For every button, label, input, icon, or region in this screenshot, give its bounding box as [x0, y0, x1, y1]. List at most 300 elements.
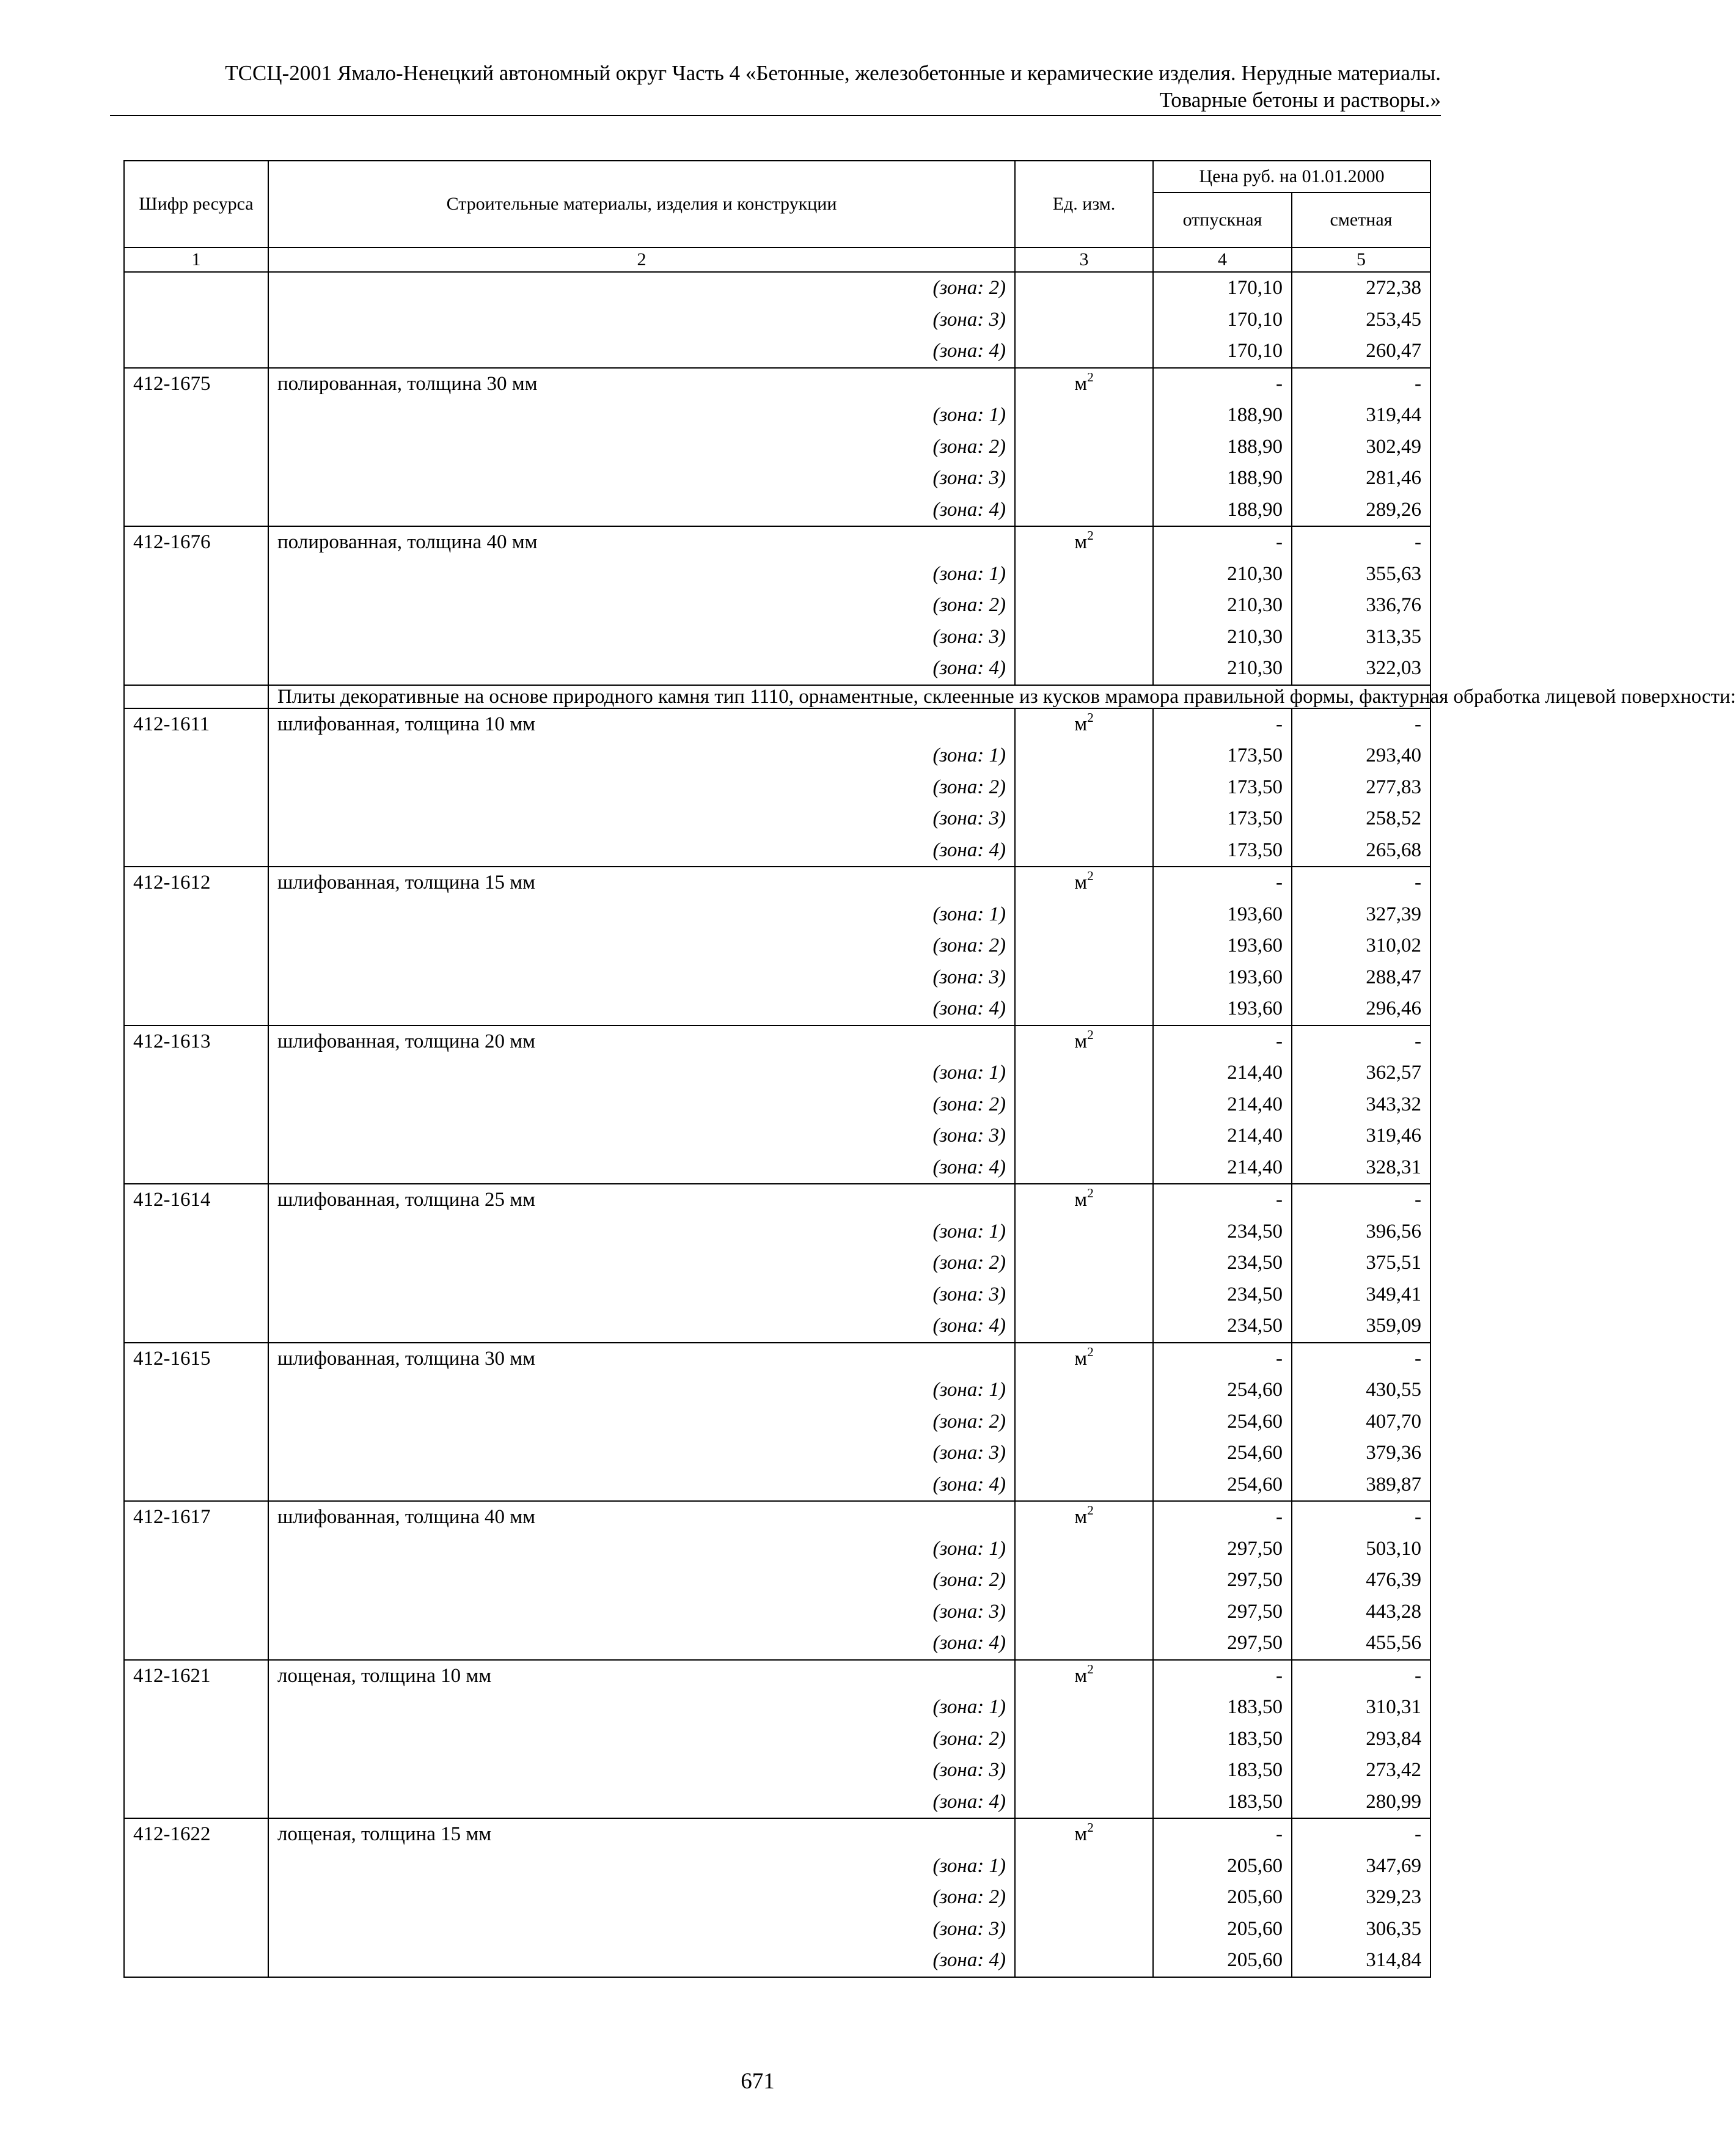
zone-row [124, 1755, 1430, 1786]
estimate-price: 281,46 [1292, 463, 1430, 494]
unit-cell [1015, 1882, 1153, 1914]
unit-cell [1015, 1247, 1153, 1279]
release-price: 297,50 [1153, 1565, 1292, 1596]
resource-code-cell [124, 1279, 268, 1311]
resource-unit [1015, 526, 1153, 559]
unit-cell [1015, 1692, 1153, 1724]
zone-label: (зона: 4) [268, 1628, 1015, 1660]
estimate-price: 443,28 [1292, 1596, 1430, 1628]
estimate-price: 349,41 [1292, 1279, 1430, 1311]
zone-row [124, 1152, 1430, 1184]
release-price: 297,50 [1153, 1596, 1292, 1628]
zone-label: (зона: 3) [268, 1596, 1015, 1628]
resource-code-cell [124, 1565, 268, 1596]
unit-cell [1015, 1057, 1153, 1089]
unit-cell [1015, 1533, 1153, 1565]
resource-code-cell [124, 463, 268, 494]
unit-text: м [1074, 372, 1088, 395]
resource-code-cell [124, 559, 268, 590]
zone-label: (зона: 2) [268, 431, 1015, 463]
zone-label: (зона: 1) [268, 1375, 1015, 1406]
column-number-row [124, 248, 1430, 272]
resource-code-cell [124, 400, 268, 431]
zone-row [124, 1786, 1430, 1819]
resource-code-cell [124, 685, 268, 708]
resource-code-cell [124, 431, 268, 463]
estimate-price: 328,31 [1292, 1152, 1430, 1184]
release-price: 254,60 [1153, 1375, 1292, 1406]
unit-cell [1015, 400, 1153, 431]
zone-row [124, 494, 1430, 527]
resource-code-cell [124, 1469, 268, 1502]
unit-text: м [1074, 1030, 1088, 1052]
resource-code-cell [124, 336, 268, 368]
release-price: - [1153, 1026, 1292, 1058]
unit-cell [1015, 559, 1153, 590]
zone-label: (зона: 4) [268, 993, 1015, 1026]
zone-label: (зона: 4) [268, 835, 1015, 867]
zone-row [124, 653, 1430, 685]
resource-code-cell [124, 1882, 268, 1914]
zone-label: (зона: 4) [268, 653, 1015, 685]
estimate-price: - [1292, 1818, 1430, 1851]
zone-label: (зона: 3) [268, 1437, 1015, 1469]
zone-label: (зона: 2) [268, 930, 1015, 962]
release-price: 205,60 [1153, 1851, 1292, 1882]
estimate-price: - [1292, 708, 1430, 741]
resource-code-cell [124, 1057, 268, 1089]
resource-code-cell [124, 962, 268, 994]
zone-label: (зона: 3) [268, 304, 1015, 336]
resource-code-cell [124, 1945, 268, 1977]
zone-row [124, 962, 1430, 994]
release-price: - [1153, 1501, 1292, 1533]
release-price: 188,90 [1153, 494, 1292, 527]
zone-row [124, 1914, 1430, 1945]
resource-code-cell [124, 304, 268, 336]
zone-row [124, 1533, 1430, 1565]
zone-label: (зона: 3) [268, 1914, 1015, 1945]
estimate-price: 389,87 [1292, 1469, 1430, 1502]
release-price: 254,60 [1153, 1469, 1292, 1502]
resource-code-cell [124, 1406, 268, 1438]
unit-text: м [1074, 1347, 1088, 1370]
zone-label: (зона: 2) [268, 1882, 1015, 1914]
estimate-price: 293,84 [1292, 1724, 1430, 1755]
release-price: 205,60 [1153, 1882, 1292, 1914]
zone-row [124, 1406, 1430, 1438]
resource-row [124, 1660, 1430, 1692]
release-price: - [1153, 368, 1292, 400]
zone-row [124, 1057, 1430, 1089]
unit-text: м [1074, 713, 1088, 735]
estimate-price: - [1292, 368, 1430, 400]
resource-unit [1015, 1343, 1153, 1375]
zone-label: (зона: 4) [268, 1469, 1015, 1502]
estimate-price: 260,47 [1292, 336, 1430, 368]
unit-cell [1015, 1469, 1153, 1502]
release-price: 188,90 [1153, 431, 1292, 463]
release-price: 188,90 [1153, 463, 1292, 494]
estimate-price: 288,47 [1292, 962, 1430, 994]
resource-code-cell [124, 1247, 268, 1279]
release-price: 205,60 [1153, 1914, 1292, 1945]
release-price: 183,50 [1153, 1724, 1292, 1755]
resource-unit [1015, 1184, 1153, 1216]
resource-code: 412-1622 [124, 1818, 268, 1851]
resource-name: шлифованная, толщина 15 мм [268, 867, 1015, 899]
zone-label: (зона: 1) [268, 559, 1015, 590]
resource-code-cell [124, 1786, 268, 1819]
resource-code-cell [124, 1628, 268, 1660]
estimate-price: 302,49 [1292, 431, 1430, 463]
release-price: 193,60 [1153, 962, 1292, 994]
section-heading-row [124, 685, 1430, 708]
column-header-price-group: Цена руб. на 01.01.2000 [1153, 161, 1430, 193]
zone-label: (зона: 1) [268, 1057, 1015, 1089]
resource-code-cell [124, 772, 268, 804]
unit-exponent: 2 [1087, 868, 1094, 883]
estimate-price: 319,44 [1292, 400, 1430, 431]
unit-cell [1015, 463, 1153, 494]
estimate-price: 253,45 [1292, 304, 1430, 336]
release-price: 170,10 [1153, 336, 1292, 368]
zone-label: (зона: 1) [268, 1533, 1015, 1565]
unit-cell [1015, 835, 1153, 867]
resource-code-cell [124, 1724, 268, 1755]
release-price: 170,10 [1153, 272, 1292, 304]
release-price: 297,50 [1153, 1628, 1292, 1660]
zone-label: (зона: 1) [268, 400, 1015, 431]
estimate-price: - [1292, 526, 1430, 559]
page-header [110, 60, 1441, 114]
estimate-price: 327,39 [1292, 899, 1430, 931]
estimate-price: 306,35 [1292, 1914, 1430, 1945]
unit-exponent: 2 [1087, 1503, 1094, 1518]
estimate-price: 336,76 [1292, 590, 1430, 622]
resource-code-cell [124, 1310, 268, 1343]
release-price: 183,50 [1153, 1692, 1292, 1724]
unit-cell [1015, 1596, 1153, 1628]
unit-text: м [1074, 1189, 1088, 1211]
column-header-estimate-price: сметная [1292, 193, 1430, 248]
release-price: 183,50 [1153, 1786, 1292, 1819]
release-price: - [1153, 708, 1292, 741]
unit-cell [1015, 1565, 1153, 1596]
resource-unit [1015, 867, 1153, 899]
estimate-price: 273,42 [1292, 1755, 1430, 1786]
resource-unit [1015, 1660, 1153, 1692]
zone-row [124, 993, 1430, 1026]
unit-exponent: 2 [1087, 1027, 1094, 1042]
estimate-price: 476,39 [1292, 1565, 1430, 1596]
resource-name: шлифованная, толщина 10 мм [268, 708, 1015, 741]
table-body [124, 272, 1736, 1977]
resource-name: полированная, толщина 40 мм [268, 526, 1015, 559]
unit-cell [1015, 930, 1153, 962]
resource-code: 412-1612 [124, 867, 268, 899]
estimate-price: 272,38 [1292, 272, 1430, 304]
estimate-price: 310,02 [1292, 930, 1430, 962]
zone-row [124, 803, 1430, 835]
unit-text: м [1074, 1506, 1088, 1528]
resource-unit [1015, 708, 1153, 741]
resource-row [124, 1343, 1430, 1375]
column-header-release-price: отпускная [1153, 193, 1292, 248]
release-price: 254,60 [1153, 1406, 1292, 1438]
unit-cell [1015, 1089, 1153, 1121]
release-price: 210,30 [1153, 559, 1292, 590]
zone-label: (зона: 1) [268, 1692, 1015, 1724]
zone-row [124, 463, 1430, 494]
estimate-price: 503,10 [1292, 1533, 1430, 1565]
unit-cell [1015, 431, 1153, 463]
release-price: 210,30 [1153, 653, 1292, 685]
resource-code: 412-1621 [124, 1660, 268, 1692]
zone-label: (зона: 4) [268, 494, 1015, 527]
resource-row [124, 867, 1430, 899]
zone-label: (зона: 3) [268, 622, 1015, 653]
resource-code-cell [124, 1914, 268, 1945]
zone-row [124, 1089, 1430, 1121]
zone-row [124, 1882, 1430, 1914]
unit-cell [1015, 1724, 1153, 1755]
estimate-price: - [1292, 1343, 1430, 1375]
zone-label: (зона: 3) [268, 803, 1015, 835]
unit-cell [1015, 1851, 1153, 1882]
resource-unit [1015, 1026, 1153, 1058]
column-header-name: Строительные материалы, изделия и конструкции [268, 161, 1015, 248]
zone-row [124, 1247, 1430, 1279]
estimate-price: - [1292, 1026, 1430, 1058]
zone-row [124, 740, 1430, 772]
zone-row [124, 1596, 1430, 1628]
estimate-price: 293,40 [1292, 740, 1430, 772]
estimate-price: 455,56 [1292, 1628, 1430, 1660]
resource-code: 412-1614 [124, 1184, 268, 1216]
resource-code: 412-1675 [124, 368, 268, 400]
unit-cell [1015, 993, 1153, 1026]
resource-code-cell [124, 803, 268, 835]
resource-code-cell [124, 1755, 268, 1786]
resource-row [124, 1501, 1430, 1533]
unit-cell [1015, 803, 1153, 835]
estimate-price: 343,32 [1292, 1089, 1430, 1121]
unit-cell [1015, 772, 1153, 804]
release-price: 234,50 [1153, 1279, 1292, 1311]
resource-code-cell [124, 622, 268, 653]
release-price: 173,50 [1153, 835, 1292, 867]
release-price: 188,90 [1153, 400, 1292, 431]
zone-label: (зона: 1) [268, 899, 1015, 931]
resource-row [124, 1184, 1430, 1216]
resource-code-cell [124, 1120, 268, 1152]
zone-label: (зона: 3) [268, 463, 1015, 494]
release-price: 214,40 [1153, 1152, 1292, 1184]
release-price: - [1153, 867, 1292, 899]
resource-code: 412-1676 [124, 526, 268, 559]
release-price: 170,10 [1153, 304, 1292, 336]
unit-text: м [1074, 872, 1088, 894]
zone-label: (зона: 3) [268, 1120, 1015, 1152]
price-table [123, 160, 1736, 1978]
release-price: 297,50 [1153, 1533, 1292, 1565]
zone-row [124, 272, 1430, 304]
page-header-line-2: Товарные бетоны и растворы.» [1159, 88, 1441, 112]
release-price: 210,30 [1153, 590, 1292, 622]
resource-row [124, 1026, 1430, 1058]
zone-label: (зона: 2) [268, 1724, 1015, 1755]
resource-code: 412-1615 [124, 1343, 268, 1375]
resource-row [124, 1818, 1430, 1851]
unit-exponent: 2 [1087, 710, 1094, 725]
zone-label: (зона: 2) [268, 1565, 1015, 1596]
zone-label: (зона: 1) [268, 1851, 1015, 1882]
estimate-price: 258,52 [1292, 803, 1430, 835]
resource-code: 412-1611 [124, 708, 268, 741]
section-heading: Плиты декоративные на основе природного камня тип 1110, орнаментные, склеенные из кусков мрамора правильной формы, фактурная обработка лицевой поверхности: [268, 685, 1430, 708]
unit-exponent: 2 [1087, 1344, 1094, 1359]
unit-cell [1015, 899, 1153, 931]
resource-code-cell [124, 653, 268, 685]
estimate-price: 277,83 [1292, 772, 1430, 804]
zone-label: (зона: 1) [268, 740, 1015, 772]
zone-row [124, 835, 1430, 867]
estimate-price: - [1292, 1660, 1430, 1692]
zone-row [124, 1628, 1430, 1660]
zone-row [124, 1437, 1430, 1469]
estimate-price: 296,46 [1292, 993, 1430, 1026]
unit-exponent: 2 [1087, 528, 1094, 543]
zone-row [124, 1469, 1430, 1502]
release-price: - [1153, 1660, 1292, 1692]
page-number: 671 [741, 2069, 775, 2094]
zone-row [124, 400, 1430, 431]
zone-label: (зона: 2) [268, 590, 1015, 622]
resource-code-cell [124, 1375, 268, 1406]
unit-cell [1015, 1914, 1153, 1945]
unit-cell [1015, 1375, 1153, 1406]
release-price: 205,60 [1153, 1945, 1292, 1977]
zone-label: (зона: 4) [268, 1945, 1015, 1977]
estimate-price: 314,84 [1292, 1945, 1430, 1977]
release-price: 173,50 [1153, 803, 1292, 835]
zone-row [124, 1692, 1430, 1724]
unit-cell [1015, 336, 1153, 368]
estimate-price: - [1292, 1501, 1430, 1533]
zone-row [124, 1279, 1430, 1311]
resource-unit [1015, 368, 1153, 400]
unit-cell [1015, 272, 1153, 304]
unit-cell [1015, 1406, 1153, 1438]
unit-cell [1015, 1755, 1153, 1786]
zone-row [124, 1945, 1430, 1977]
column-number: 3 [1015, 248, 1153, 272]
resource-name: шлифованная, толщина 30 мм [268, 1343, 1015, 1375]
estimate-price: 289,26 [1292, 494, 1430, 527]
zone-label: (зона: 4) [268, 1152, 1015, 1184]
unit-exponent: 2 [1087, 1661, 1094, 1676]
resource-unit [1015, 1818, 1153, 1851]
unit-cell [1015, 1279, 1153, 1311]
estimate-price: 322,03 [1292, 653, 1430, 685]
release-price: 214,40 [1153, 1057, 1292, 1089]
unit-exponent: 2 [1087, 1186, 1094, 1200]
resource-code: 412-1613 [124, 1026, 268, 1058]
estimate-price: 407,70 [1292, 1406, 1430, 1438]
zone-label: (зона: 4) [268, 1786, 1015, 1819]
unit-exponent: 2 [1087, 369, 1094, 384]
resource-code-cell [124, 930, 268, 962]
resource-name: шлифованная, толщина 25 мм [268, 1184, 1015, 1216]
unit-cell [1015, 622, 1153, 653]
column-number: 1 [124, 248, 268, 272]
resource-code-cell [124, 1437, 268, 1469]
estimate-price: 430,55 [1292, 1375, 1430, 1406]
estimate-price: 355,63 [1292, 559, 1430, 590]
unit-cell [1015, 1628, 1153, 1660]
unit-cell [1015, 1152, 1153, 1184]
zone-label: (зона: 2) [268, 1089, 1015, 1121]
resource-code-cell [124, 1692, 268, 1724]
unit-cell [1015, 653, 1153, 685]
release-price: 173,50 [1153, 772, 1292, 804]
resource-code-cell [124, 1851, 268, 1882]
resource-row [124, 368, 1430, 400]
estimate-price: 375,51 [1292, 1247, 1430, 1279]
release-price: 173,50 [1153, 740, 1292, 772]
estimate-price: 362,57 [1292, 1057, 1430, 1089]
unit-text: м [1074, 1823, 1088, 1845]
resource-code-cell [124, 494, 268, 527]
resource-name: шлифованная, толщина 20 мм [268, 1026, 1015, 1058]
column-number: 4 [1153, 248, 1292, 272]
unit-cell [1015, 1216, 1153, 1248]
resource-row [124, 708, 1430, 741]
release-price: 234,50 [1153, 1216, 1292, 1248]
resource-row [124, 526, 1430, 559]
release-price: 234,50 [1153, 1310, 1292, 1343]
zone-label: (зона: 1) [268, 1216, 1015, 1248]
column-header-code: Шифр ресурса [124, 161, 268, 248]
estimate-price: 313,35 [1292, 622, 1430, 653]
estimate-price: 310,31 [1292, 1692, 1430, 1724]
release-price: - [1153, 1184, 1292, 1216]
resource-code-cell [124, 590, 268, 622]
unit-cell [1015, 1310, 1153, 1343]
zone-row [124, 559, 1430, 590]
resource-code-cell [124, 835, 268, 867]
resource-name: шлифованная, толщина 40 мм [268, 1501, 1015, 1533]
resource-code-cell [124, 1216, 268, 1248]
zone-label: (зона: 2) [268, 272, 1015, 304]
unit-cell [1015, 962, 1153, 994]
zone-row [124, 1851, 1430, 1882]
zone-row [124, 431, 1430, 463]
resource-code-cell [124, 993, 268, 1026]
unit-text: м [1074, 531, 1088, 553]
zone-row [124, 899, 1430, 931]
release-price: 183,50 [1153, 1755, 1292, 1786]
release-price: 214,40 [1153, 1089, 1292, 1121]
release-price: 193,60 [1153, 930, 1292, 962]
release-price: 193,60 [1153, 993, 1292, 1026]
release-price: - [1153, 1818, 1292, 1851]
zone-row [124, 622, 1430, 653]
estimate-price: 319,46 [1292, 1120, 1430, 1152]
release-price: 214,40 [1153, 1120, 1292, 1152]
zone-label: (зона: 3) [268, 1279, 1015, 1311]
